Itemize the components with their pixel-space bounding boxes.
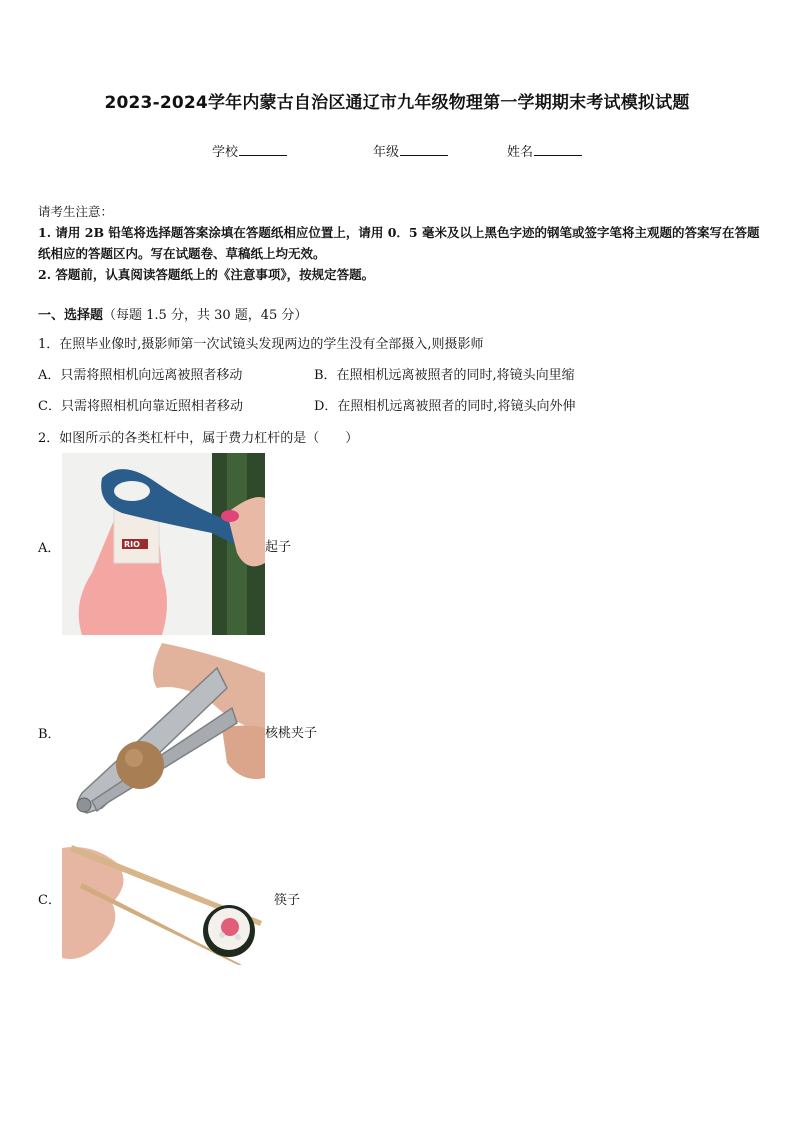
question-2-option-c-caption: 筷子: [274, 893, 301, 908]
section-subtitle: （每题 1.5 分，共 30 题，45 分）: [103, 308, 308, 323]
grade-blank[interactable]: [400, 143, 448, 156]
notice-item-1: 1. 请用 2B 铅笔将选择题答案涂填在答题纸相应位置上，请用 0．5 毫米及以上黑色字迹的钢笔或签字笔将主观题的答案写在答题纸相应的答题区内。写在试题卷、草稿纸上均无效。: [38, 225, 760, 261]
section-heading: [38, 304, 307, 323]
name-label: 姓名: [507, 145, 534, 160]
nutcracker-photo: [62, 643, 265, 818]
school-field[interactable]: [212, 141, 287, 160]
notice-heading: 请考生注意：: [38, 204, 114, 219]
name-field[interactable]: [507, 141, 582, 160]
exam-title: 2023-2024学年内蒙古自治区通辽市九年级物理第一学期期末考试模拟试题: [104, 93, 690, 113]
chopsticks-photo: [62, 843, 267, 965]
question-2-stem: 2．如图所示的各类杠杆中，属于费力杠杆的是（ ）: [38, 431, 359, 446]
name-blank[interactable]: [534, 143, 582, 156]
question-2-option-b-letter[interactable]: B．: [38, 727, 61, 742]
grade-label: 年级: [373, 145, 400, 160]
notice-item-2: 2. 答题前，认真阅读答题纸上的《注意事项》，按规定答题。: [38, 267, 375, 282]
grade-field[interactable]: [373, 141, 448, 160]
question-1-option-b[interactable]: B．在照相机远离被照者的同时,将镜头向里缩: [314, 368, 575, 383]
question-1-option-d[interactable]: D．在照相机远离被照者的同时,将镜头向外伸: [314, 399, 576, 414]
nutcracker-illustration: [62, 643, 265, 818]
school-label: 学校: [212, 145, 239, 160]
question-2-option-a-letter[interactable]: A．: [38, 541, 61, 556]
chopsticks-illustration: [62, 843, 267, 965]
question-2-option-a-caption: 起子: [265, 540, 292, 555]
question-1-option-c[interactable]: C．只需将照相机向靠近照相者移动: [38, 399, 243, 414]
bottle-opener-illustration: [62, 453, 265, 635]
svg-text:RIO: RIO: [124, 540, 140, 549]
question-1-stem: 1．在照毕业像时,摄影师第一次试镜头发现两边的学生没有全部摄入,则摄影师: [38, 337, 484, 352]
school-blank[interactable]: [239, 143, 287, 156]
section-title: 一、选择题: [38, 308, 104, 323]
notice-block: [38, 201, 760, 285]
question-1-option-a[interactable]: A．只需将照相机向远离被照者移动: [38, 368, 243, 383]
bottle-opener-photo: [62, 453, 265, 635]
question-2-option-b-caption: 核桃夹子: [265, 726, 318, 741]
question-2-option-c-letter[interactable]: C．: [38, 893, 61, 908]
